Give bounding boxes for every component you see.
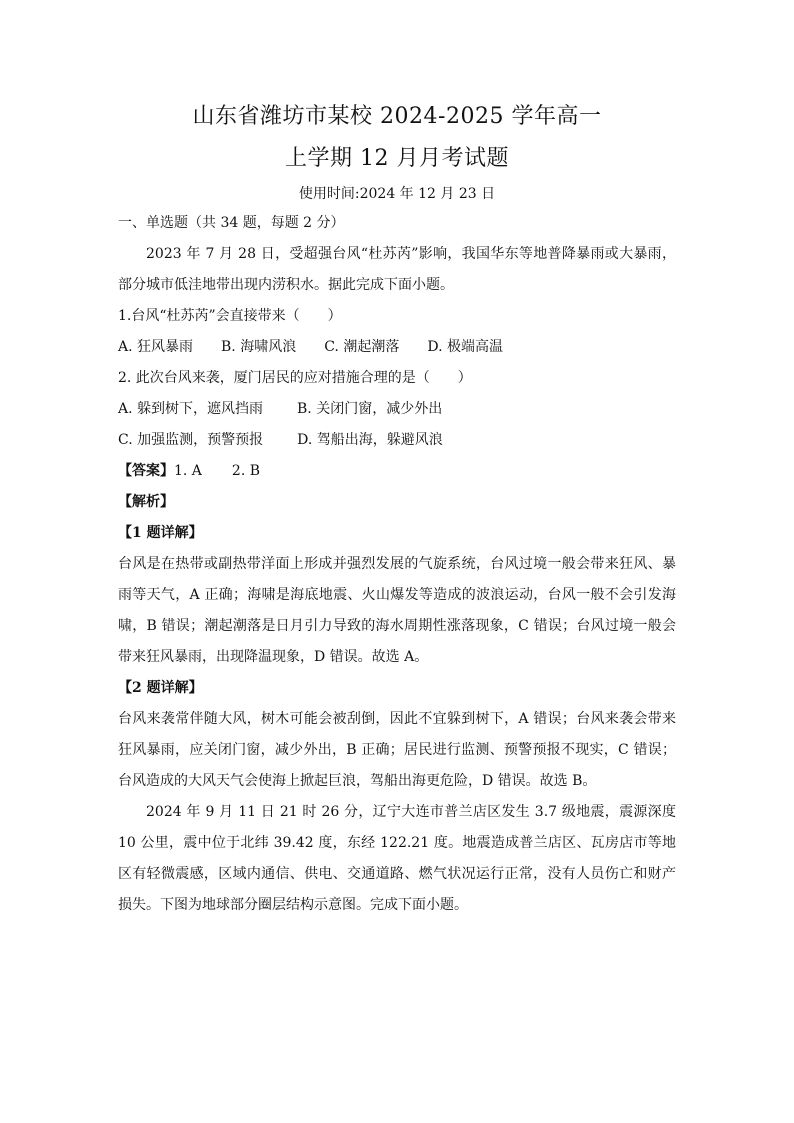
- question-1-option-a: A. 狂风暴雨: [118, 339, 194, 355]
- answer-1: 1. A: [174, 463, 202, 479]
- question-1-stem: 1.台风“杜苏芮”会直接带来（ ）: [118, 308, 342, 324]
- analysis-label: 【解析】: [118, 494, 174, 510]
- answer-line: [118, 456, 676, 487]
- question-2-option-a: A. 躲到树下，遮风挡雨: [118, 401, 264, 417]
- answer-2: 2. B: [231, 463, 261, 479]
- detail-1-label: 【1 题详解】: [118, 525, 203, 541]
- exam-page: [118, 100, 676, 921]
- question-2-option-c: C. 加强监测，预警预报: [118, 432, 264, 448]
- question-2-option-b: B. 关闭门窗，减少外出: [297, 401, 443, 417]
- detail-2-text: 台风来袭常伴随大风，树木可能会被刮倒，因此不宜躲到树下，A 错误；台风来袭会带来狂风暴雨，应关闭门窗，减少外出，B 正确；居民进行监测、预警预报不现实，C 错误；台风造成的大风天气会使海上掀起巨浪，驾船出海更危险，D 错误。故选 B。: [118, 711, 676, 789]
- detail-2-label: 【2 题详解】: [118, 680, 203, 696]
- passage-earthquake: 2024 年 9 月 11 日 21 时 26 分，辽宁大连市普兰店区发生 3.7 级地震，震源深度 10 公里，震中位于北纬 39.42 度，东经 122.21 度。地震造成普兰店区、瓦房店市等地区有轻微震感，区域内通信、供电、交通道路、燃气状况运行正常，没有人员伤亡和财产损失。下图为地球部分圈层结构示意图。完成下面小题。: [118, 804, 676, 913]
- question-1-options: [118, 332, 676, 363]
- detail-1-text: 台风是在热带或副热带洋面上形成并强烈发展的气旋系统，台风过境一般会带来狂风、暴雨等天气，A 正确；海啸是海底地震、火山爆发等造成的波浪运动，台风一般不会引发海啸，B 错误；潮起潮落是日月引力导致的海水周期性涨落现象，C 错误；台风过境一般会带来狂风暴雨，出现降温现象，D 错误。故选 A。: [118, 556, 676, 665]
- question-2-options-row-2: [118, 425, 676, 456]
- section-heading: 一、单选题（共 34 题，每题 2 分）: [118, 215, 345, 231]
- question-2-stem: 2. 此次台风来袭，厦门居民的应对措施合理的是（ ）: [118, 370, 472, 386]
- passage-typhoon: 2023 年 7 月 28 日，受超强台风“杜苏芮”影响，我国华东等地普降暴雨或大暴雨，部分城市低洼地带出现内涝积水。据此完成下面小题。: [118, 246, 676, 293]
- question-1-option-b: B. 海啸风浪: [221, 339, 297, 355]
- answer-label: 【答案】: [118, 463, 174, 479]
- page-subtitle: 上学期 12 月月考试题: [285, 146, 509, 171]
- question-2-option-d: D. 驾船出海，躲避风浪: [297, 432, 443, 448]
- question-2-options-row-1: [118, 394, 676, 425]
- question-1-option-c: C. 潮起潮落: [324, 339, 400, 355]
- question-1-option-d: D. 极端高温: [427, 339, 503, 355]
- usage-time: 使用时间:2024 年 12 月 23 日: [298, 186, 496, 202]
- page-title: 山东省潍坊市某校 2024-2025 学年高一: [192, 104, 602, 129]
